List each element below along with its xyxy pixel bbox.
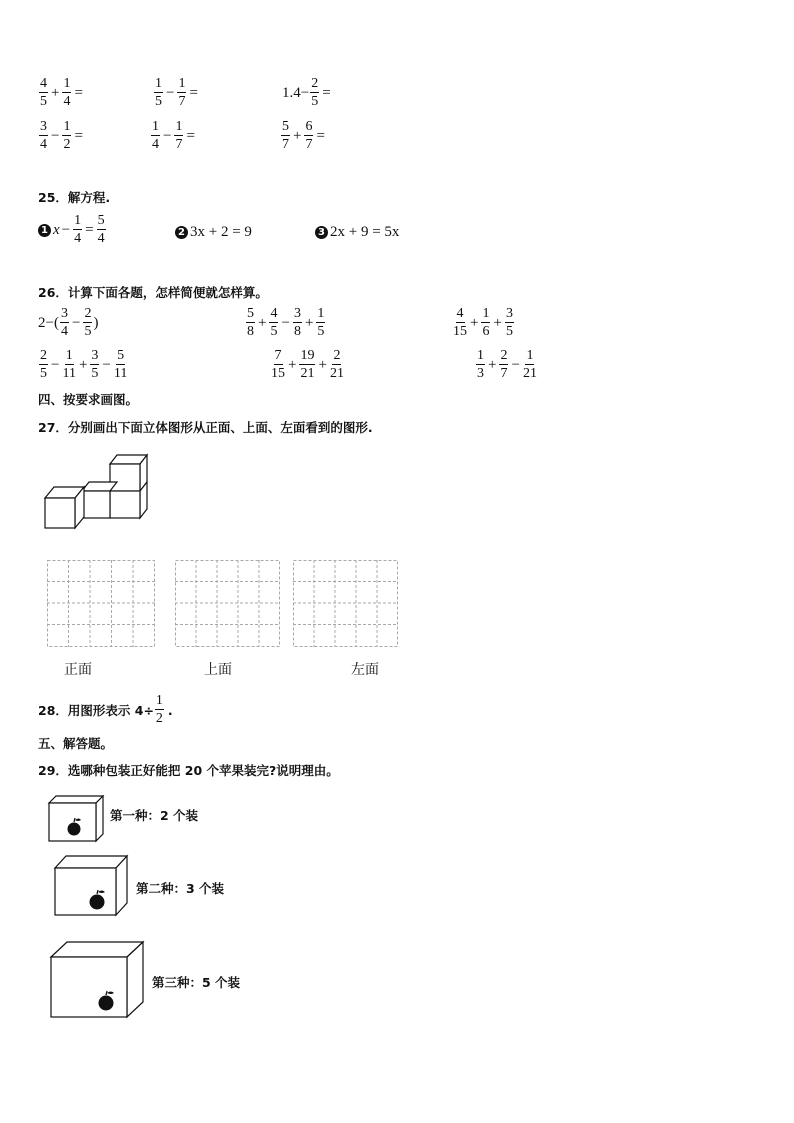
label-left-view: 左面 — [351, 662, 379, 678]
label-top-view: 上面 — [204, 662, 232, 678]
q29-title: 29．选哪种包装正好能把 20 个苹果装完?说明理由。 — [38, 763, 339, 778]
q24-expr-3: 1.4− $\frac{2}{5}$ = — [282, 76, 331, 109]
q26-expr-2: $\frac{5}{8}$ + $\frac{4}{5}$ − $\frac{3}{8}$ + $\frac{1}{5}$ — [247, 306, 325, 339]
section-5-heading: 五、解答题。 — [38, 736, 114, 751]
apple-box-2 — [52, 854, 130, 917]
grid-front[interactable] — [47, 560, 155, 647]
q25-equation-3: 3 2x + 9 = 5x — [315, 224, 399, 241]
q24-expr-4: $\frac{3}{4}$ − $\frac{1}{2}$ = — [40, 119, 83, 152]
q25-equation-1: 1 x − $\frac{1}{4}$ = $\frac{5}{4}$ — [38, 214, 107, 246]
q27-title: 27．分别画出下面立体图形从正面、上面、左面看到的图形. — [38, 420, 373, 435]
q24-expr-1: $\frac{4}{5}$ + $\frac{1}{4}$ = — [40, 76, 83, 109]
apple-box-1 — [46, 795, 106, 843]
cube-figure — [40, 450, 152, 532]
option-1-label: 第一种：2 个装 — [110, 808, 199, 823]
grid-top[interactable] — [175, 560, 280, 647]
q26-title: 26．计算下面各题，怎样简便就怎样算。 — [38, 285, 268, 300]
q24-expr-2: $\frac{1}{5}$ − $\frac{1}{7}$ = — [155, 76, 198, 109]
grid-left[interactable] — [293, 560, 398, 647]
section-4-heading: 四、按要求画图。 — [38, 392, 139, 407]
q24-expr-6: $\frac{5}{7}$ + $\frac{6}{7}$ = — [282, 119, 325, 152]
option-2-label: 第二种：3 个装 — [136, 881, 225, 896]
q24-expr-5: $\frac{1}{4}$ − $\frac{1}{7}$ = — [152, 119, 195, 152]
q28-title: 28．用图形表示 4÷ $\frac{1}{2}$ . — [38, 693, 173, 726]
q25-title: 25．解方程. — [38, 190, 111, 205]
label-front-view: 正面 — [64, 662, 92, 678]
q26-expr-6: $\frac{1}{3}$ + $\frac{2}{7}$ − $\frac{1}{21}$ — [477, 348, 537, 381]
q25-equation-2: 2 3x + 2 = 9 — [175, 224, 252, 241]
q26-expr-4: $\frac{2}{5}$ − $\frac{1}{11}$ + $\frac{3}{5}$ − $\frac{5}{11}$ — [40, 348, 128, 381]
q26-expr-5: $\frac{7}{15}$ + $\frac{19}{21}$ + $\frac{2}{21}$ — [271, 348, 344, 381]
option-3-label: 第三种：5 个装 — [152, 975, 241, 990]
apple-box-3 — [48, 940, 146, 1020]
q26-expr-1: 2−( $\frac{3}{4}$ − $\frac{2}{5}$ ) — [38, 306, 99, 339]
q26-expr-3: $\frac{4}{15}$ + $\frac{1}{6}$ + $\frac{3}{5}$ — [453, 306, 513, 339]
